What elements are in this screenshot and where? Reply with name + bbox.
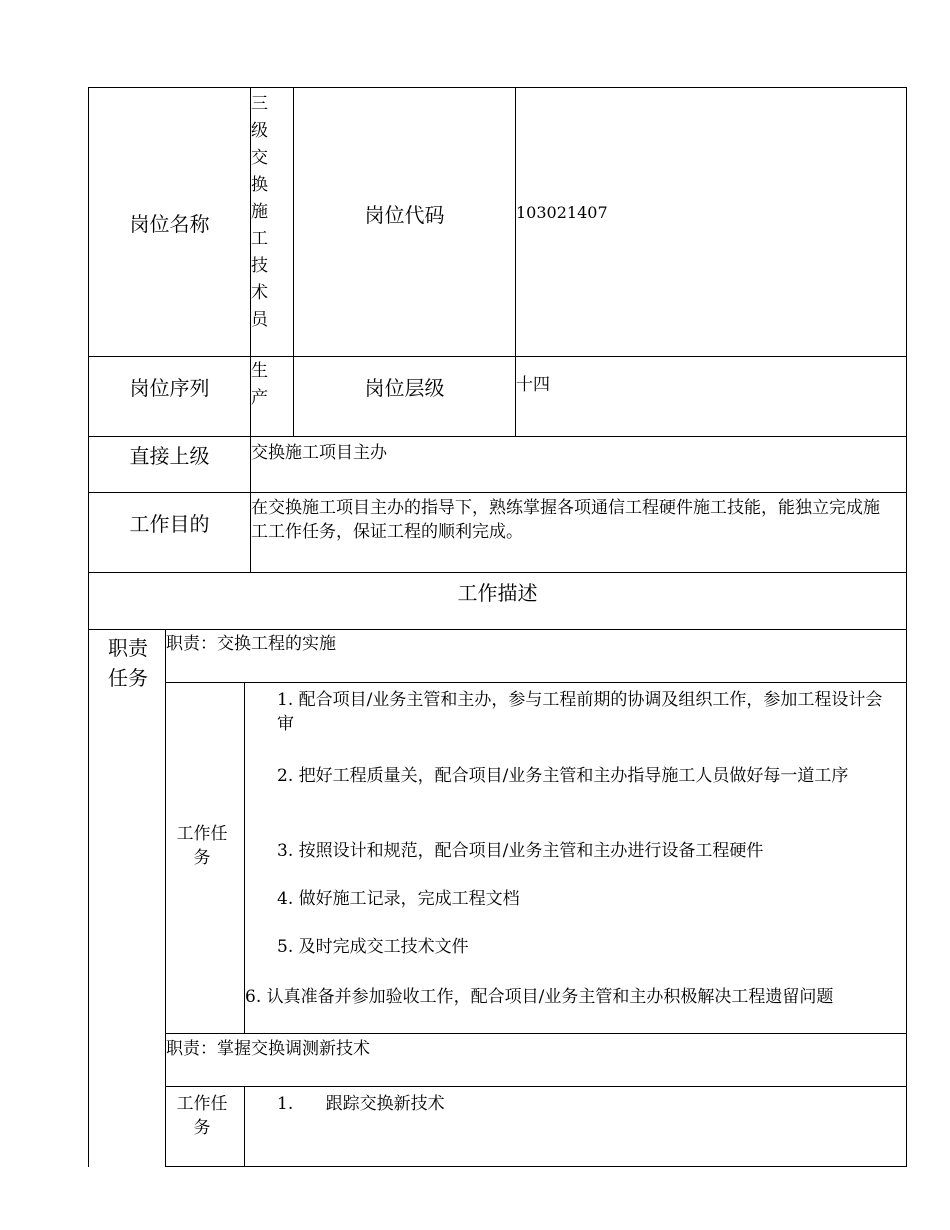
position-name-label: 岗位名称 — [129, 211, 210, 236]
sequence-value: 生产 — [251, 361, 268, 408]
duty-1-task-6: 6. 认真准备并参加验收工作，配合项目/业务主管和主办积极解决工程遗留问题 — [245, 987, 834, 1007]
position-code-label: 岗位代码 — [364, 202, 445, 227]
superior-label: 直接上级 — [129, 443, 210, 468]
duty-task-label: 职责任务 — [108, 636, 148, 690]
duty-1-task-5: 5. 及时完成交工技术文件 — [277, 937, 469, 957]
level-label: 岗位层级 — [364, 376, 445, 400]
duty-2-title: 职责：掌握交换调测新技术 — [166, 1039, 370, 1059]
purpose-value: 在交换施工项目主办的指导下，熟练掌握各项通信工程硬件施工技能，能独立完成施工工作任务，保证工程的顺利完成。 — [251, 498, 880, 542]
duty-1-task-3: 3. 按照设计和规范，配合项目/业务主管和主办进行设备工程硬件 — [277, 841, 764, 861]
duty-1-task-4: 4. 做好施工记录，完成工程文档 — [277, 889, 520, 909]
level-value: 十四 — [516, 375, 550, 395]
duty-1-title: 职责：交换工程的实施 — [166, 634, 336, 654]
position-name-value: 三级交换施工技术员 — [251, 94, 268, 330]
position-code-value: 103021407 — [516, 203, 608, 222]
superior-value: 交换施工项目主办 — [251, 443, 387, 463]
duty-1-task-2: 2. 把好工程质量关，配合项目/业务主管和主办指导施工人员做好每一道工序 — [277, 766, 849, 786]
duty-1-task-1: 1. 配合项目/业务主管和主办，参与工程前期的协调及组织工作，参加工程设计会审 — [277, 690, 883, 734]
work-description-title: 工作描述 — [457, 580, 538, 605]
duty-2-task-label: 工作任务 — [176, 1094, 228, 1138]
duty-2-task-1: 1. 跟踪交换新技术 — [277, 1094, 445, 1114]
duty-1-task-label: 工作任务 — [176, 824, 228, 868]
sequence-label: 岗位序列 — [129, 376, 210, 400]
purpose-label: 工作目的 — [129, 511, 210, 536]
